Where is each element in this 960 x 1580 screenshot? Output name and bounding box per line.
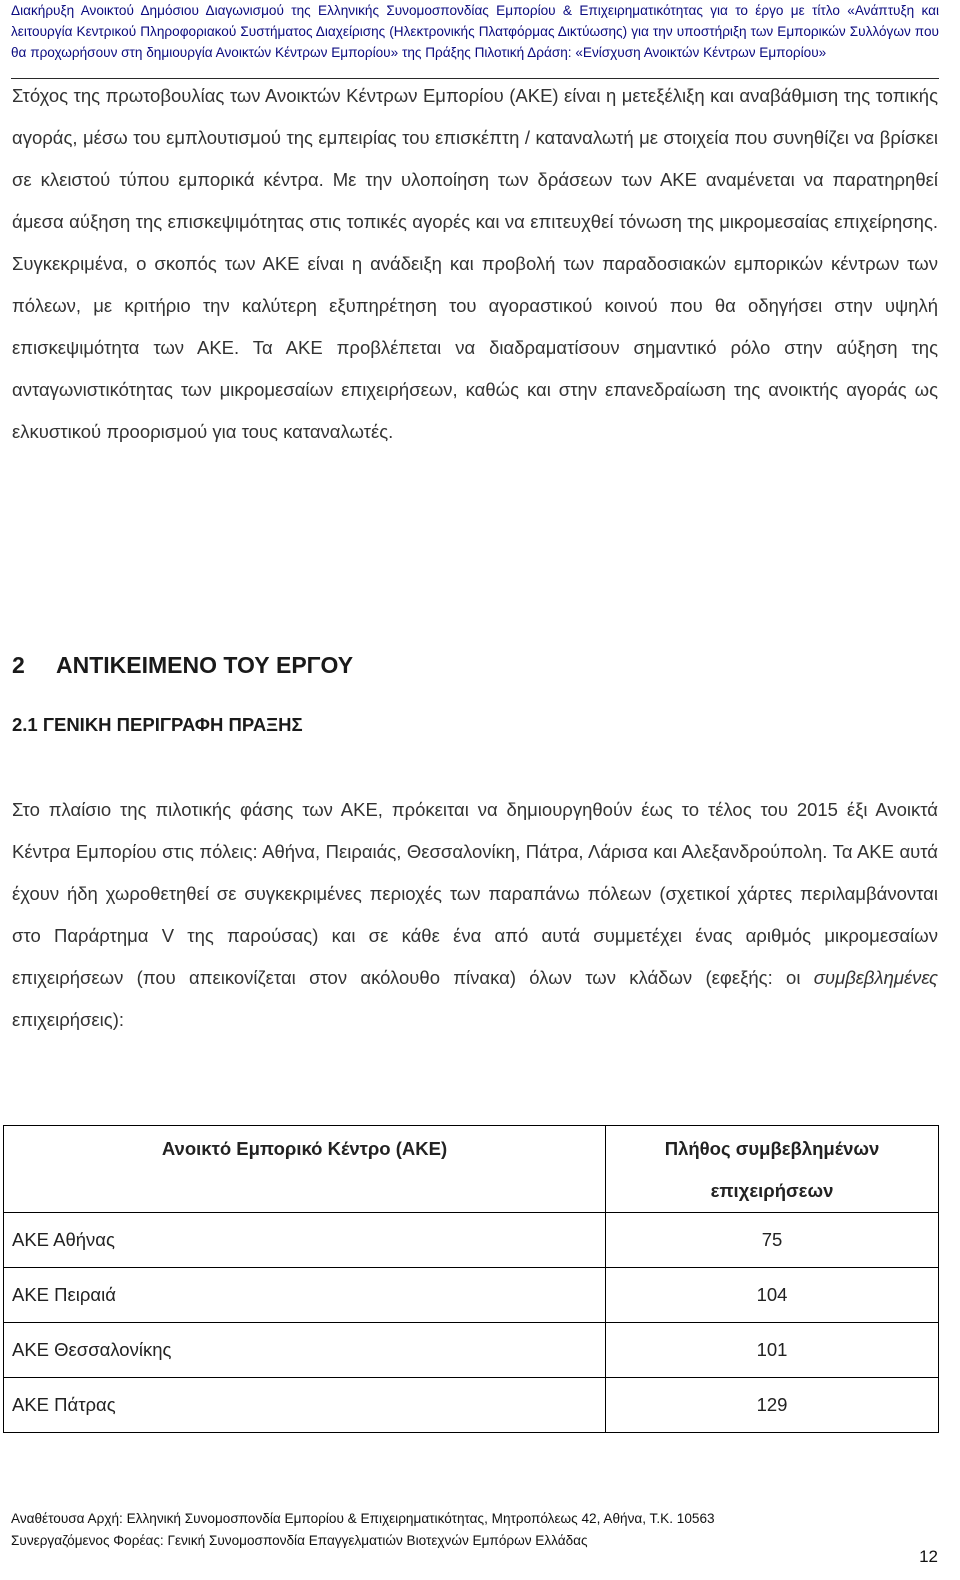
center-name-cell: ΑΚΕ Θεσσαλονίκης [4, 1323, 606, 1378]
center-name-cell: ΑΚΕ Αθήνας [4, 1213, 606, 1268]
business-count-cell: 75 [606, 1213, 939, 1268]
description-italic-term: συμβεβλημένες [813, 967, 939, 988]
page-number: 12 [919, 1547, 938, 1566]
section-heading [12, 652, 353, 679]
document-running-header: Διακήρυξη Ανοικτού Δημόσιου Διαγωνισμού της Ελληνικής Συνομοσπονδίας Εμπορίου & Επιχειρηματικότητας για το έργο με τίτλο «Ανάπτυξη και λειτουργία Κεντρικού Πληροφοριακού Συστήματος Διαχείρισης (Ηλεκτρονικής Πλατφόρμας Δικτύωσης) για την υποστήριξη των Εμπορικών Συλλόγων που θα προχωρήσουν στη δημιουργία Ανοικτών Κέντρων Εμπορίου» της Πράξης Πιλοτική Δράση: «Ενίσχυση Ανοικτών Κέντρων Εμπορίου» [11, 3, 939, 60]
footer-cooperating-body: Συνεργαζόμενος Φορέας: Γενική Συνομοσπονδία Επαγγελματιών Βιοτεχνών Εμπόρων Ελλάδας [11, 1533, 588, 1548]
subsection-number: 2.1 [12, 714, 38, 735]
subsection-heading [12, 714, 303, 736]
description-text: Στο πλαίσιο της πιλοτικής φάσης των ΑΚΕ, πρόκειται να δημιουργηθούν έως το τέλος του 2015 έξι Ανοικτά Κέντρα Εμπορίου στις πόλεις: Αθήνα, Πειραιάς, Θεσσαλονίκη, Πάτρα, Λάρισα και Αλεξανδρούπολη. Τα ΑΚΕ αυτά έχουν ήδη χωροθετηθεί σε συγκεκριμένες περιοχές των παραπάνω πόλεων (σχετικοί χάρτες περιλαμβάνονται στο Παράρτημα V της παρούσας) και σε κάθε ένα από αυτά συμμετέχει ένας αριθμός μικρομεσαίων επιχειρήσεων (που απεικονίζεται στον ακόλουθο πίνακα) όλων των κλάδων (εφεξής: οι [12, 799, 938, 988]
footer-contracting-authority: Αναθέτουσα Αρχή: Ελληνική Συνομοσπονδία Εμπορίου & Επιχειρηματικότητας, Μητροπόλεως 42, Αθήνα, Τ.Κ. 10563 [11, 1511, 715, 1526]
intro-paragraph: Στόχος της πρωτοβουλίας των Ανοικτών Κέντρων Εμπορίου (ΑΚΕ) είναι η μετεξέλιξη και αναβάθμιση της τοπικής αγοράς, μέσω του εμπλουτισμού της εμπειρίας του επισκέπτη / καταναλωτή με στοιχεία που συνηθίζει να βρίσκει σε κλειστού τύπου εμπορικά κέντρα. Με την υλοποίηση των δράσεων των ΑΚΕ αναμένεται να παρατηρηθεί άμεσα αύξηση της επισκεψιμότητας στις τοπικές αγορές και να επιτευχθεί τόνωση της μικρομεσαίας επιχείρησης. Συγκεκριμένα, ο σκοπός των ΑΚΕ είναι η ανάδειξη και προβολή των παραδοσιακών εμπορικών κέντρων των πόλεων, με κριτήριο την καλύτερη εξυπηρέτηση του αγοραστικού κοινού που θα οδηγήσει στην υψηλή επισκεψιμότητα των ΑΚΕ. Τα ΑΚΕ προβλέπεται να διαδραματίσουν σημαντικό ρόλο στην αύξηση της ανταγωνιστικότητας των μικρομεσαίων επιχειρήσεων, καθώς και στην επανεδραίωση της ανοικτής αγοράς ως ελκυστικού προορισμού για τους καταναλωτές. [12, 85, 938, 442]
description-paragraph [12, 789, 938, 1041]
center-name-cell: ΑΚΕ Πάτρας [4, 1378, 606, 1433]
center-name-cell: ΑΚΕ Πειραιά [4, 1268, 606, 1323]
business-count-cell: 101 [606, 1323, 939, 1378]
description-tail: επιχειρήσεις): [12, 1009, 124, 1030]
table-row [4, 1268, 939, 1323]
table-row [4, 1323, 939, 1378]
section-number: 2 [12, 652, 25, 678]
section-title: ΑΝΤΙΚΕΙΜΕΝΟ ΤΟΥ ΕΡΓΟΥ [56, 652, 354, 678]
subsection-title: ΓΕΝΙΚΗ ΠΕΡΙΓΡΑΦΗ ΠΡΑΞΗΣ [42, 714, 303, 735]
table-row [4, 1378, 939, 1433]
business-count-cell: 104 [606, 1268, 939, 1323]
businesses-table [3, 1125, 939, 1433]
column-header-center: Ανοικτό Εμπορικό Κέντρο (ΑΚΕ) [4, 1126, 606, 1213]
table-row [4, 1213, 939, 1268]
document-footer [11, 1508, 715, 1552]
column-header-count: Πλήθος συμβεβλημένων επιχειρήσεων [606, 1126, 939, 1213]
business-count-cell: 129 [606, 1378, 939, 1433]
table-header-row [4, 1126, 939, 1213]
